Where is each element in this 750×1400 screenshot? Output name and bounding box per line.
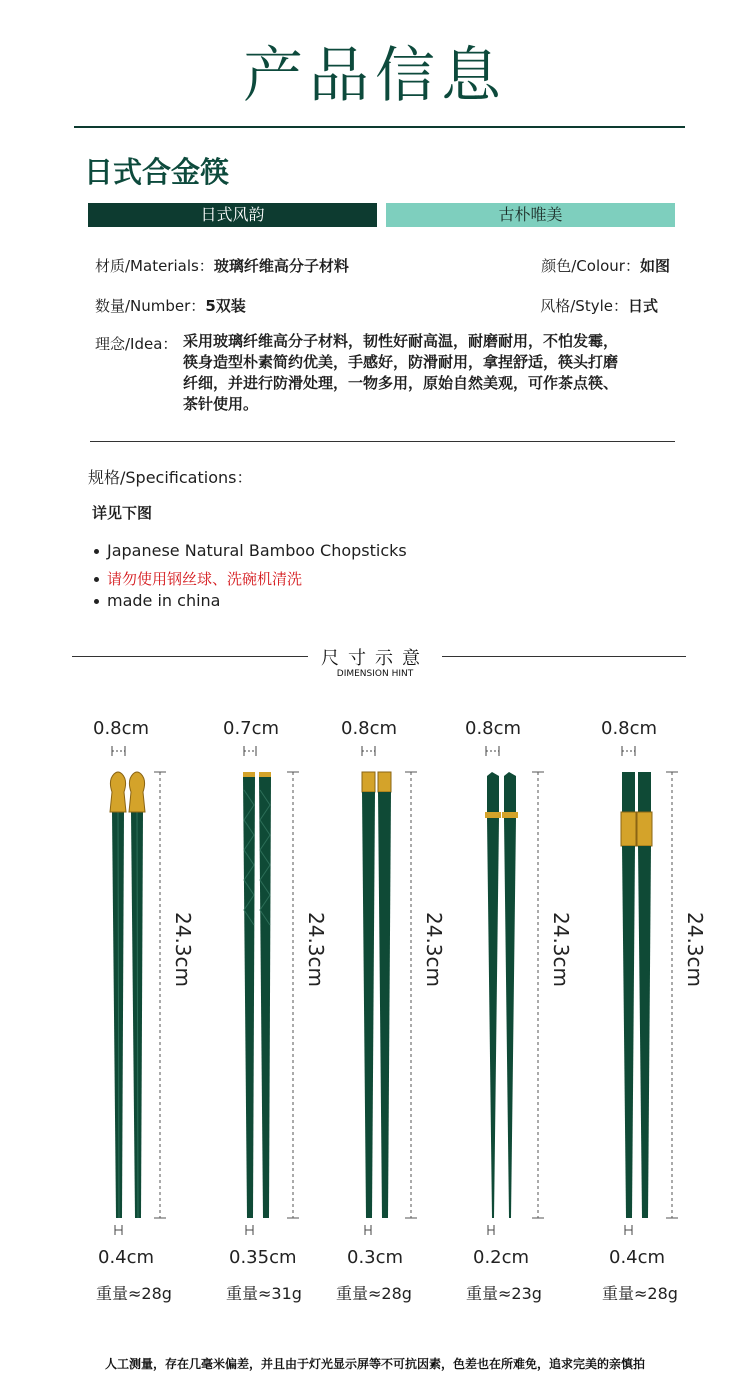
page-title: 产品信息 — [243, 41, 507, 111]
dimension-title: 尺寸示意 — [321, 648, 429, 669]
footnote-disclaimer: 人工测量，存在几毫米偏差，并且由于灯光显示屏等不可抗因素，色差也在所难免，追求完美的亲慎拍 — [104, 1357, 645, 1371]
bottom-width-label: 0.3cm — [347, 1247, 404, 1268]
tag-rustic-beauty: 古朴唯美 — [386, 203, 675, 227]
product-name: 日式合金筷 — [84, 155, 230, 189]
top-width-label: 0.8cm — [601, 718, 658, 739]
spec-bullet-text: made in china — [107, 591, 221, 610]
weight-label: 重量≈28g — [602, 1284, 678, 1303]
number-label: 数量/Number： — [95, 297, 206, 315]
specifications-subtitle: 详见下图 — [92, 504, 153, 522]
idea-line: 筷身造型朴素简约优美，手感好，防滑耐用，拿捏舒适，筷头打磨 — [183, 353, 619, 371]
length-dimension-line — [154, 772, 678, 1218]
bottom-width-label: 0.2cm — [473, 1247, 530, 1268]
top-width-label: 0.7cm — [223, 718, 280, 739]
number-value: 5双装 — [205, 297, 246, 315]
idea-line: 茶针使用。 — [183, 395, 259, 413]
idea-label: 理念/Idea： — [95, 335, 178, 353]
idea-line: 纤细，并进行防滑处理，一物多用，原始自然美观，可作茶点筷、 — [183, 374, 619, 392]
spec-bullet-text: 请勿使用钢丝球、洗碗机清洗 — [107, 570, 303, 588]
length-label: 24.3cm — [422, 912, 446, 988]
length-label: 24.3cm — [171, 912, 195, 988]
spec-bullet-text: Japanese Natural Bamboo Chopsticks — [107, 541, 407, 560]
bottom-width-label: 0.35cm — [229, 1247, 297, 1268]
materials-value: 玻璃纤维高分子材料 — [213, 257, 349, 275]
weight-label: 重量≈31g — [226, 1284, 302, 1303]
materials-label: 材质/Materials： — [95, 257, 214, 275]
top-width-label: 0.8cm — [465, 718, 522, 739]
weight-label: 重量≈28g — [96, 1284, 172, 1303]
idea-line: 采用玻璃纤维高分子材料，韧性好耐高温，耐磨耐用，不怕发霉， — [183, 332, 619, 350]
colour-value: 如图 — [639, 257, 670, 275]
chopstick-pair-1 — [110, 772, 145, 1218]
colour-label: 颜色/Colour： — [541, 257, 640, 275]
chopstick-pair-5 — [621, 772, 652, 1218]
style-value: 日式 — [627, 297, 658, 315]
bottom-width-label: 0.4cm — [609, 1247, 666, 1268]
top-width-label: 0.8cm — [341, 718, 398, 739]
weight-label: 重量≈23g — [466, 1284, 542, 1303]
bottom-width-marker — [115, 1225, 632, 1235]
chopstick-pair-4 — [485, 772, 518, 1218]
weight-label: 重量≈28g — [336, 1284, 412, 1303]
length-label: 24.3cm — [304, 912, 328, 988]
tag-style-charm: 日式风韵 — [88, 203, 377, 227]
top-width-marker — [112, 746, 635, 756]
style-label: 风格/Style： — [540, 297, 628, 315]
specifications-title: 规格/Specifications： — [88, 468, 253, 487]
dimension-subtitle: DIMENSION HINT — [336, 669, 414, 679]
chopstick-pair-3 — [362, 772, 391, 1218]
bottom-width-label: 0.4cm — [98, 1247, 155, 1268]
chopstick-pair-2 — [243, 772, 271, 1218]
top-width-label: 0.8cm — [93, 718, 150, 739]
length-label: 24.3cm — [549, 912, 573, 988]
length-label: 24.3cm — [683, 912, 707, 988]
